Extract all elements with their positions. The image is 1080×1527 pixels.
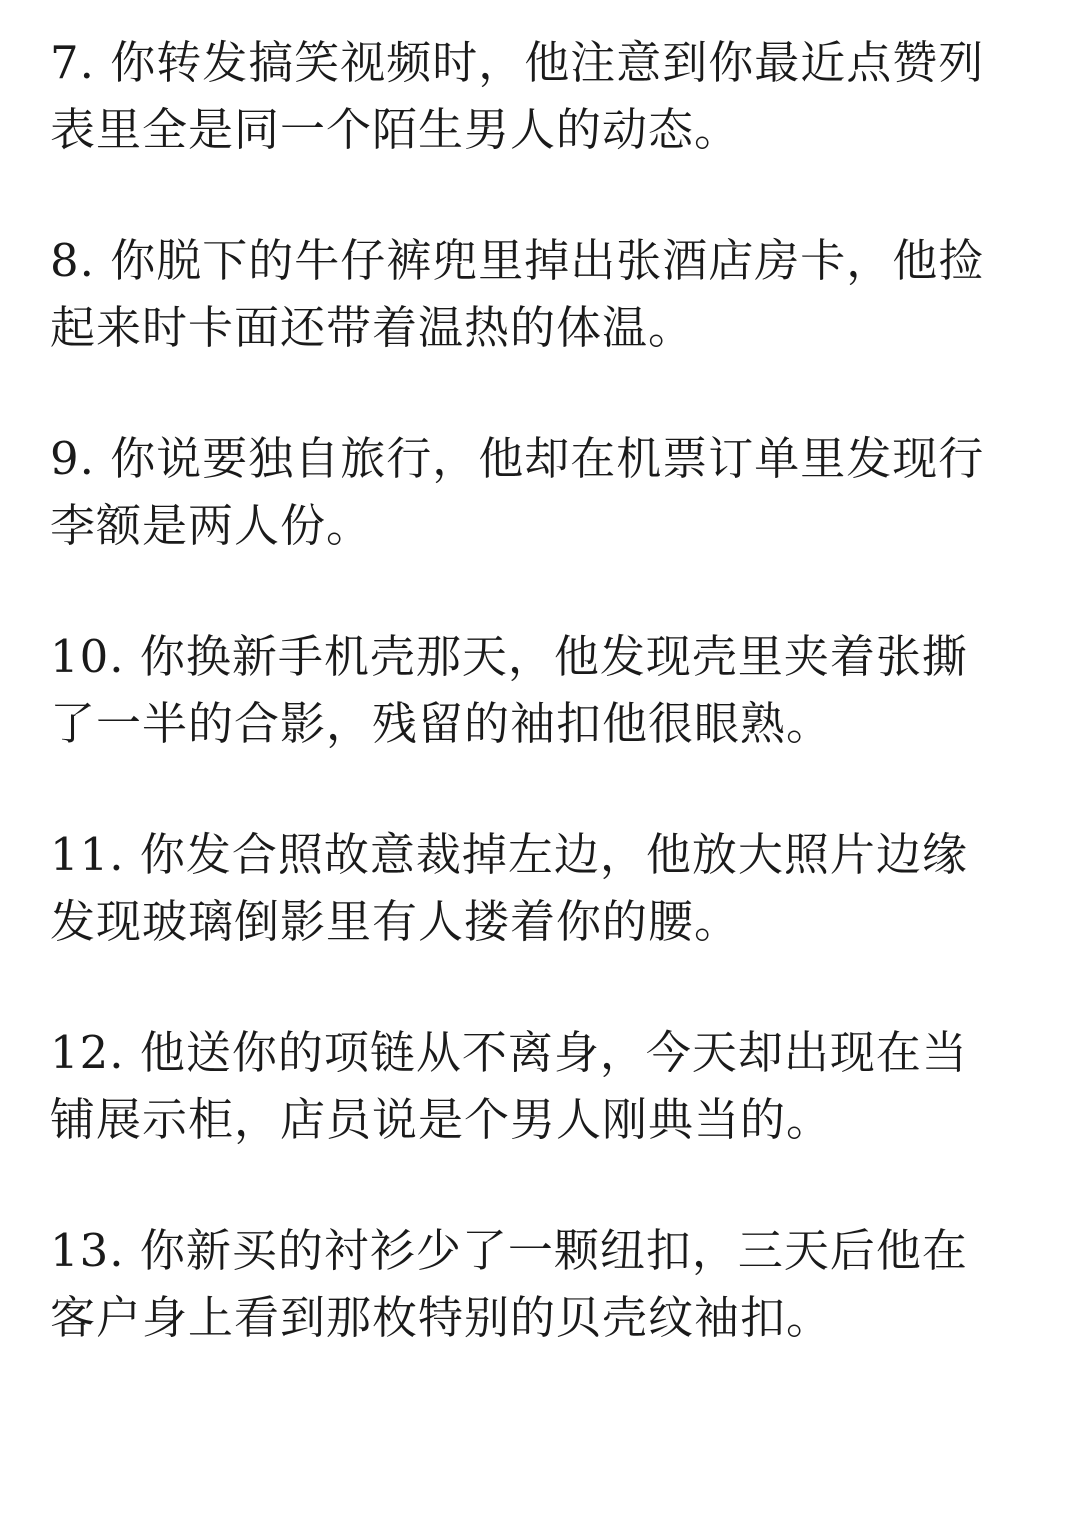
item-text-line: 8. 你脱下的牛仔裤兜里掉出张酒店房卡，他捡 (50, 234, 985, 287)
item-text-line: 7. 你转发搞笑视频时，他注意到你最近点赞列 (50, 36, 985, 89)
item-text-line: 起来时卡面还带着温热的体温。 (50, 301, 695, 354)
list-item-10 (50, 623, 1040, 757)
item-text-line: 铺展示柜，店员说是个男人刚典当的。 (50, 1093, 833, 1146)
item-text-line: 13. 你新买的衬衫少了一颗纽扣，三天后他在 (50, 1224, 968, 1277)
item-text-line: 12. 他送你的项链从不离身，今天却出现在当 (50, 1026, 968, 1079)
item-text-line: 11. 你发合照故意裁掉左边，他放大照片边缘 (50, 828, 968, 881)
item-text-line: 了一半的合影，残留的袖扣他很眼熟。 (50, 697, 833, 750)
list-item-12 (50, 1019, 1040, 1153)
item-text-line: 表里全是同一个陌生男人的动态。 (50, 103, 741, 156)
list-item-13 (50, 1217, 1040, 1351)
item-text-line: 9. 你说要独自旅行，他却在机票订单里发现行 (50, 432, 985, 485)
item-text-line: 客户身上看到那枚特别的贝壳纹袖扣。 (50, 1291, 833, 1344)
item-text-line: 发现玻璃倒影里有人搂着你的腰。 (50, 895, 741, 948)
item-text-line: 10. 你换新手机壳那天，他发现壳里夹着张撕 (50, 630, 968, 683)
list-item-8 (50, 227, 1040, 361)
list-item-9 (50, 425, 1040, 559)
list-item-7 (50, 29, 1040, 163)
item-text-line: 李额是两人份。 (50, 499, 373, 552)
list-item-11 (50, 821, 1040, 955)
